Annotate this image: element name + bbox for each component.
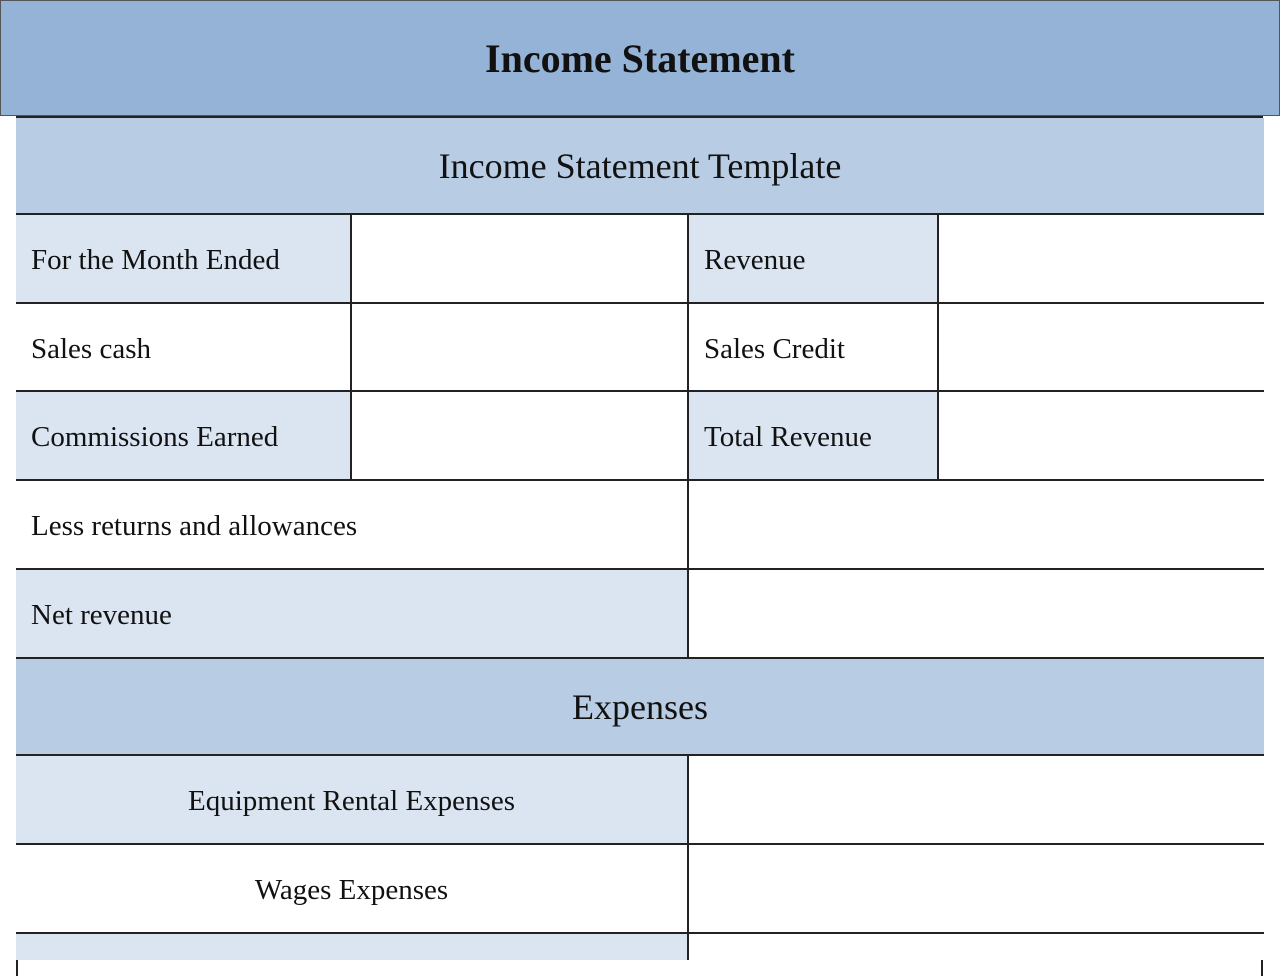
expense-row <box>16 934 1264 960</box>
row-label: Total Revenue <box>689 392 939 479</box>
month-ended-field[interactable] <box>352 215 689 302</box>
commissions-field[interactable] <box>352 392 689 479</box>
revenue-field[interactable] <box>939 215 1264 302</box>
expense-field[interactable] <box>689 934 1264 960</box>
row-label: Less returns and allowances <box>16 481 689 568</box>
returns-allowances-field[interactable] <box>689 481 1264 568</box>
summary-row <box>16 570 1264 659</box>
page-title-bar <box>0 0 1280 116</box>
page-title: Income Statement <box>485 35 795 81</box>
wages-field[interactable] <box>689 845 1264 932</box>
row-label <box>16 934 689 960</box>
revenue-row <box>16 392 1264 481</box>
row-label: Equipment Rental Expenses <box>16 756 689 843</box>
sales-cash-field[interactable] <box>352 304 689 390</box>
expense-row <box>16 756 1264 845</box>
template-header <box>16 118 1264 215</box>
equipment-rental-field[interactable] <box>689 756 1264 843</box>
revenue-row <box>16 215 1264 304</box>
net-revenue-field[interactable] <box>689 570 1264 657</box>
expenses-header <box>16 659 1264 756</box>
template-header-text: Income Statement Template <box>438 145 842 186</box>
total-revenue-field[interactable] <box>939 392 1264 479</box>
expense-row <box>16 845 1264 934</box>
row-label: Net revenue <box>16 570 689 657</box>
row-label: Wages Expenses <box>16 845 689 932</box>
revenue-row <box>16 304 1264 392</box>
expenses-header-text: Expenses <box>572 686 708 727</box>
row-label: Sales cash <box>16 304 352 390</box>
sales-credit-field[interactable] <box>939 304 1264 390</box>
row-label: Revenue <box>689 215 939 302</box>
row-label: Commissions Earned <box>16 392 352 479</box>
summary-row <box>16 481 1264 570</box>
row-label: For the Month Ended <box>16 215 352 302</box>
row-label: Sales Credit <box>689 304 939 390</box>
